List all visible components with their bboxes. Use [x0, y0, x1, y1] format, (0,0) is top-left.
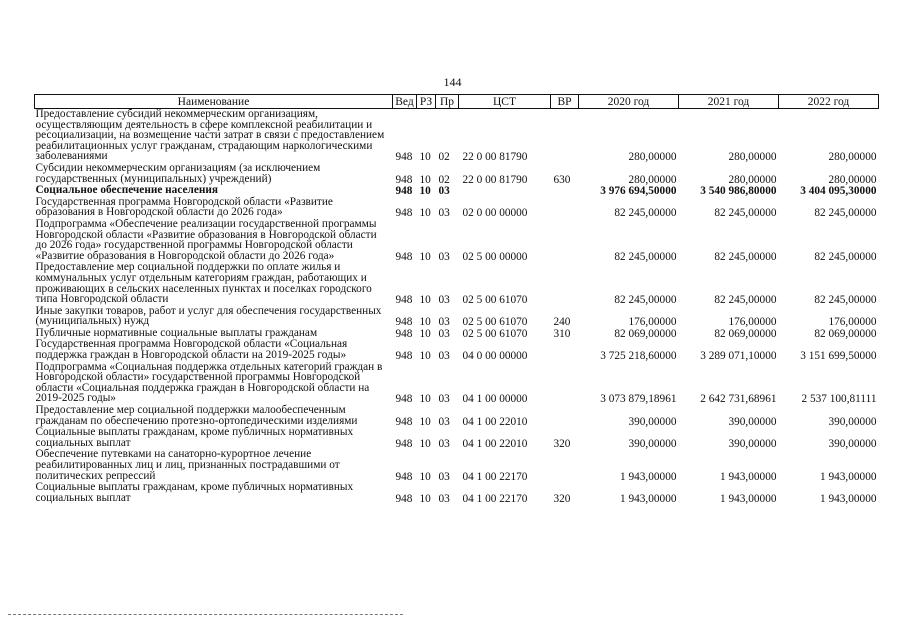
table-row: [35, 427, 879, 449]
row-vr: [551, 185, 579, 197]
table-body: [35, 109, 879, 505]
row-vr: 320: [553, 492, 571, 505]
table-row: [35, 109, 879, 163]
row-name: Предоставление мер социальной поддержки по оплате жилья и коммунальных услуг отдельным категориям граждан, работающих и проживающих в сельских населенных пунктах и поселках городского типа Новгородской области: [35, 261, 372, 306]
row-rz: 10: [419, 207, 431, 220]
row-ved: 948: [395, 492, 413, 505]
header-vr: ВР: [551, 95, 579, 109]
row-pr: 03: [438, 415, 450, 428]
row-cst: 02 5 00 00000: [462, 250, 528, 263]
row-ved: 948: [395, 415, 413, 428]
row-pr: 03: [438, 470, 450, 483]
row-rz: 10: [419, 316, 431, 329]
row-value-2021: 3 540 986,80000: [700, 185, 777, 198]
row-cst: 04 1 00 22010: [462, 437, 528, 450]
row-value-2022: 82 069,00000: [814, 327, 877, 340]
row-value-2020: 82 245,00000: [614, 207, 677, 220]
row-name: Подпрограмма «Социальная поддержка отдельных категорий граждан в Новгородской области» государственной программы Новгородской области «Социальная поддержка граждан в Новгородской области на 2019-2025 годы»: [35, 360, 383, 405]
row-ved: 948: [395, 350, 413, 363]
row-rz: 10: [419, 437, 431, 450]
row-ved: 948: [395, 327, 413, 340]
row-name: Иные закупки товаров, работ и услуг для обеспечения государственных (муниципальных) нужд: [35, 304, 382, 328]
row-rz: 10: [419, 173, 431, 186]
row-value-2022: 390,00000: [828, 437, 877, 450]
row-value-2020: 82 069,00000: [614, 327, 677, 340]
table-row: [35, 197, 879, 219]
row-rz: 10: [419, 151, 431, 164]
row-value-2021: 3 289 071,10000: [700, 350, 777, 363]
row-rz: 10: [419, 250, 431, 263]
row-vr: [551, 109, 579, 163]
row-rz: 10: [419, 415, 431, 428]
row-value-2021: 1 943,00000: [720, 470, 777, 483]
row-vr: 310: [553, 327, 571, 340]
row-value-2020: 390,00000: [628, 415, 677, 428]
header-2021: 2021 год: [679, 95, 779, 109]
row-cst: 02 0 00 00000: [462, 207, 528, 220]
row-vr: [551, 339, 579, 361]
row-cst: 02 5 00 61070: [462, 327, 528, 340]
row-pr: 03: [438, 492, 450, 505]
row-cst: 22 0 00 81790: [462, 151, 528, 164]
table-header: [35, 95, 879, 109]
row-value-2020: 82 245,00000: [614, 294, 677, 307]
row-rz: 10: [419, 393, 431, 406]
row-vr: [551, 449, 579, 482]
row-value-2022: 3 151 699,50000: [800, 350, 877, 363]
row-value-2020: 1 943,00000: [620, 470, 677, 483]
row-value-2022: 390,00000: [828, 415, 877, 428]
row-ved: 948: [395, 185, 413, 198]
row-value-2020: 3 725 218,60000: [600, 350, 677, 363]
row-pr: 03: [438, 294, 450, 307]
footer-divider: [8, 614, 403, 615]
row-value-2021: 280,00000: [728, 173, 777, 186]
row-value-2021: 82 245,00000: [714, 294, 777, 307]
row-value-2021: 176,00000: [728, 316, 777, 329]
row-pr: 02: [438, 173, 450, 186]
row-rz: 10: [419, 327, 431, 340]
row-cst: 04 1 00 22170: [462, 470, 528, 483]
row-pr: 03: [438, 350, 450, 363]
header-ved: Вед: [393, 95, 417, 109]
row-value-2020: 82 245,00000: [614, 250, 677, 263]
table-row: [35, 262, 879, 305]
row-value-2022: 82 245,00000: [814, 250, 877, 263]
budget-table: [34, 94, 879, 504]
row-value-2020: 1 943,00000: [620, 492, 677, 505]
row-pr: 03: [438, 185, 450, 198]
row-pr: 02: [438, 151, 450, 164]
row-name: Публичные нормативные социальные выплаты гражданам: [35, 326, 318, 339]
row-vr: [551, 362, 579, 405]
row-cst: 22 0 00 81790: [462, 173, 528, 186]
row-rz: 10: [419, 294, 431, 307]
header-pr: Пр: [436, 95, 459, 109]
table-row: [35, 449, 879, 482]
row-ved: 948: [395, 294, 413, 307]
row-pr: 03: [438, 316, 450, 329]
table-row: [35, 219, 879, 262]
row-ved: 948: [395, 316, 413, 329]
table-row: [35, 185, 879, 197]
row-pr: 03: [438, 393, 450, 406]
row-cst: 04 1 00 22170: [462, 492, 528, 505]
header-name: Наименование: [35, 95, 393, 109]
row-cst: 04 1 00 00000: [462, 393, 528, 406]
row-value-2020: 280,00000: [628, 151, 677, 164]
row-cst: [459, 185, 551, 197]
table-row: [35, 306, 879, 328]
row-value-2020: 3 073 879,18961: [600, 393, 677, 406]
row-cst: 04 1 00 22010: [462, 415, 528, 428]
row-value-2022: 176,00000: [828, 316, 877, 329]
row-name: Социальные выплаты гражданам, кроме публичных нормативных социальных выплат: [35, 426, 354, 449]
row-name: Субсидии некоммерческим организациям (за исключением государственных (муниципальных) учреждений): [35, 161, 321, 185]
row-value-2020: 176,00000: [628, 316, 677, 329]
row-cst: 04 0 00 00000: [462, 350, 528, 363]
row-value-2022: 1 943,00000: [820, 492, 877, 505]
row-name: Социальное обеспечение населения: [35, 184, 218, 197]
budget-table-container: [34, 94, 878, 504]
header-cst: ЦСТ: [459, 95, 551, 109]
row-value-2022: 2 537 100,81111: [801, 393, 877, 406]
row-ved: 948: [395, 250, 413, 263]
row-pr: 03: [438, 327, 450, 340]
row-vr: [551, 405, 579, 427]
page-number: 144: [443, 75, 462, 89]
row-name: Социальные выплаты гражданам, кроме публичных нормативных социальных выплат: [35, 481, 354, 504]
row-name: Предоставление субсидий некоммерческим организациям, осуществляющим деятельность в сфере комплексной реабилитации и ресоциализации, на возмещение части затрат в связи с предоставлением реабилитационных услуг гражданам, страдающим наркологическими заболеваниями: [35, 108, 385, 163]
row-name: Государственная программа Новгородской области «Развитие образования в Новгородской области до 2026 года»: [35, 195, 333, 219]
header-2020: 2020 год: [579, 95, 679, 109]
row-cst: 02 5 00 61070: [462, 294, 528, 307]
row-name: Обеспечение путевками на санаторно-курортное лечение реабилитированных лиц и лиц, признанных пострадавшими от политических репрессий: [35, 448, 340, 482]
row-ved: 948: [395, 151, 413, 164]
row-value-2021: 390,00000: [728, 437, 777, 450]
row-ved: 948: [395, 393, 413, 406]
row-value-2021: 2 642 731,68961: [700, 393, 777, 406]
row-pr: 03: [438, 207, 450, 220]
row-ved: 948: [395, 173, 413, 186]
row-value-2020: 390,00000: [628, 437, 677, 450]
row-value-2021: 82 245,00000: [714, 250, 777, 263]
row-value-2021: 1 943,00000: [720, 492, 777, 505]
row-value-2022: 82 245,00000: [814, 207, 877, 220]
row-rz: 10: [419, 350, 431, 363]
row-ved: 948: [395, 437, 413, 450]
header-2022: 2022 год: [779, 95, 879, 109]
row-value-2021: 280,00000: [728, 151, 777, 164]
row-pr: 03: [438, 250, 450, 263]
row-cst: 02 5 00 61070: [462, 316, 528, 329]
row-rz: 10: [419, 185, 431, 198]
row-value-2021: 82 245,00000: [714, 207, 777, 220]
row-value-2022: 3 404 095,30000: [800, 185, 877, 198]
row-name: Государственная программа Новгородской области «Социальная поддержка граждан в Новгородской области на 2019-2025 годы»: [35, 338, 348, 362]
row-value-2020: 280,00000: [628, 173, 677, 186]
table-row: [35, 339, 879, 361]
row-pr: 03: [438, 437, 450, 450]
row-ved: 948: [395, 207, 413, 220]
table-row: [35, 482, 879, 504]
row-rz: 10: [419, 470, 431, 483]
table-row: [35, 405, 879, 427]
row-vr: 240: [553, 316, 571, 329]
row-value-2022: 1 943,00000: [820, 470, 877, 483]
row-name: Предоставление мер социальной поддержки малообеспеченным гражданам по обеспечению протезно-ортопедическими изделиями: [35, 404, 358, 427]
row-vr: [551, 262, 579, 305]
table-row: [35, 362, 879, 405]
row-value-2020: 3 976 694,50000: [600, 185, 677, 198]
row-name: Подпрограмма «Обеспечение реализации государственной программы Новгородской области «Развитие образования в Новгородской области до 2026 года» государственной программы Новгородской области «Развитие образования в Новгородской области до 2026 года»: [35, 217, 377, 262]
row-ved: 948: [395, 470, 413, 483]
row-value-2022: 82 245,00000: [814, 294, 877, 307]
row-vr: 630: [553, 173, 571, 186]
row-value-2022: 280,00000: [828, 151, 877, 164]
header-rz: РЗ: [417, 95, 436, 109]
row-vr: [551, 219, 579, 262]
row-vr: 320: [553, 437, 571, 450]
table-row: [35, 163, 879, 185]
row-value-2022: 280,00000: [828, 173, 877, 186]
row-value-2021: 82 069,00000: [714, 327, 777, 340]
row-value-2021: 390,00000: [728, 415, 777, 428]
row-vr: [551, 197, 579, 219]
row-rz: 10: [419, 492, 431, 505]
